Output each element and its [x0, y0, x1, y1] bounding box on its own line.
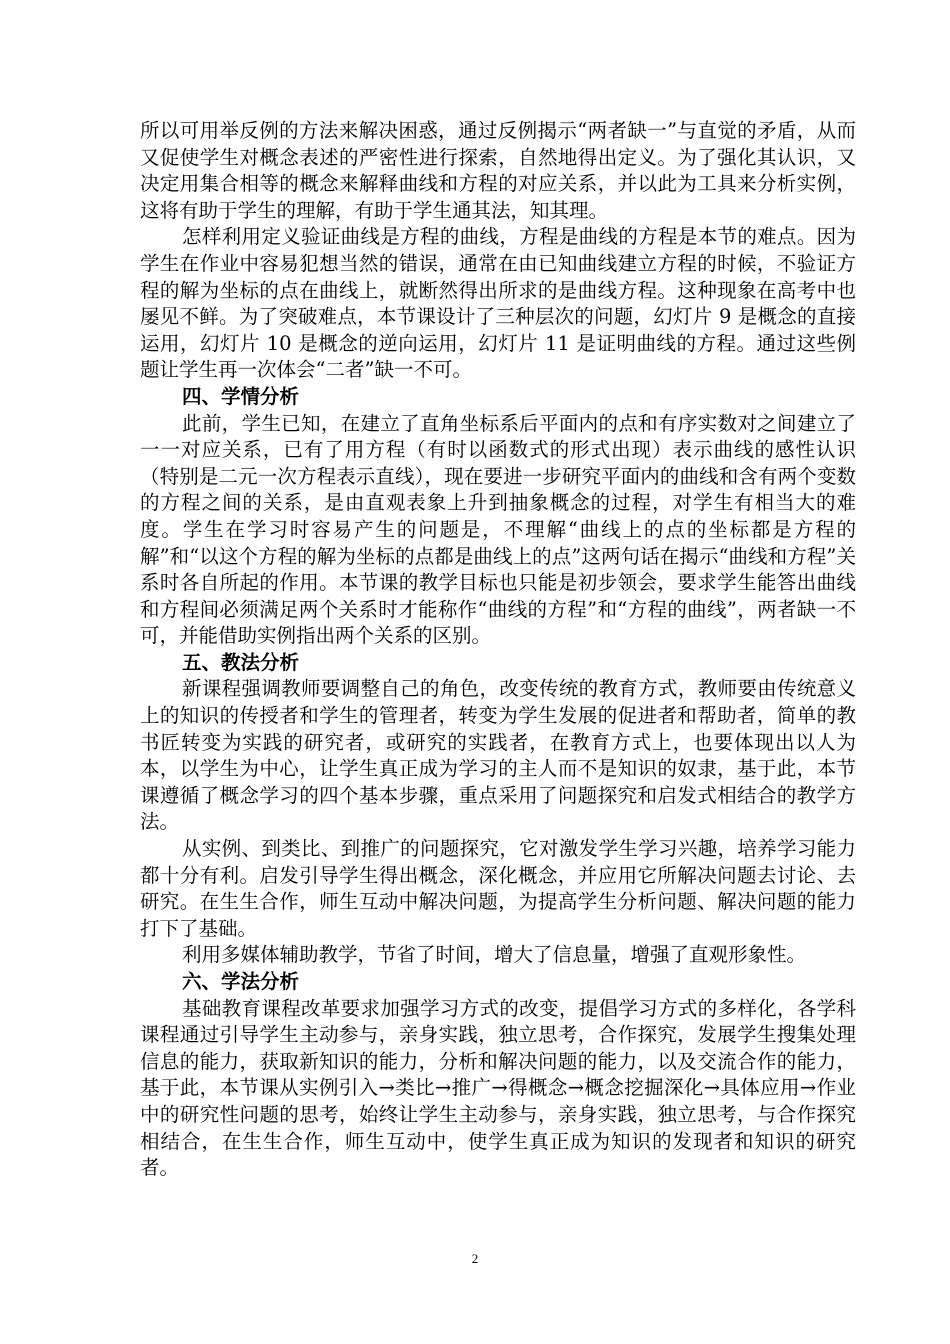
page-number: 2 [471, 1251, 479, 1266]
paragraph-inquiry: 从实例、到类比、到推广的问题探究，它对激发学生学习兴趣，培养学习能力都十分有利。启发引导学生得出概念，深化概念，并应用它所解决问题去讨论、去研究。在生生合作，师生互动中解决问题，为提高学生分析问题、解决问题的能力打下了基础。 [140, 837, 856, 940]
paragraph-continuation: 所以可用举反例的方法来解决困惑，通过反例揭示“两者缺一”与直觉的矛盾，从而又促使学生对概念表述的严密性进行探索，自然地得出定义。为了强化其认识，又决定用集合相等的概念来解释曲线和方程的对应关系，并以此为工具来分析实例，这将有助于学生的理解，有助于学生通其法，知其理。 [140, 119, 856, 222]
paragraph-multimedia: 利用多媒体辅助教学，节省了时间，增大了信息量，增强了直观形象性。 [182, 943, 807, 967]
section-heading-learning-method: 六、学法分析 [182, 970, 300, 993]
section-heading-teaching-method: 五、教法分析 [182, 650, 300, 674]
section-heading-student-analysis: 四、学情分析 [182, 384, 300, 408]
paragraph-difficulty: 怎样利用定义验证曲线是方程的曲线，方程是曲线的方程是本节的难点。因为学生在作业中容易犯想当然的错误，通常在由已知曲线建立方程的时候，不验证方程的解为坐标的点在曲线上，就断然得出所求的是曲线方程。这种现象在高考中也屡见不鲜。为了突破难点，本节课设计了三种层次的问题，幻灯片 9 是概念的直接运用，幻灯片 10 是概念的逆向运用，幻灯片 11 是证明曲线的方程。通过这些例题让学生再一次体会“二者”缺一不可。 [140, 225, 856, 382]
document-body [140, 118, 856, 1182]
paragraph-student-analysis: 此前，学生已知，在建立了直角坐标系后平面内的点和有序实数对之间建立了一一对应关系，已有了用方程（有时以函数式的形式出现）表示曲线的感性认识（特别是二元一次方程表示直线），现在要进一步研究平面内的曲线和含有两个变数的方程之间的关系，是由直观表象上升到抽象概念的过程，对学生有相当大的难度。学生在学习时容易产生的问题是，不理解“曲线上的点的坐标都是方程的解”和“以这个方程的解为坐标的点都是曲线上的点”这两句话在揭示“曲线和方程”关系时各自所起的作用。本节课的教学目标也只能是初步领会，要求学生能答出曲线和方程间必须满足两个关系时才能称作“曲线的方程”和“方程的曲线”，两者缺一不可，并能借助实例指出两个关系的区别。 [140, 411, 856, 648]
paragraph-learning-method: 基础教育课程改革要求加强学习方式的改变，提倡学习方式的多样化，各学科课程通过引导学生主动参与，亲身实践，独立思考，合作探究，发展学生搜集处理信息的能力，获取新知识的能力，分析和解决问题的能力，以及交流合作的能力，基于此，本节课从实例引入→类比→推广→得概念→概念挖掘深化→具体应用→作业中的研究性问题的思考，始终让学生主动参与，亲身实践，独立思考，与合作探究相结合，在生生合作，师生互动中，使学生真正成为知识的发现者和知识的研究者。 [140, 996, 856, 1180]
paragraph-teaching-method: 新课程强调教师要调整自己的角色，改变传统的教育方式，教师要由传统意义上的知识的传授者和学生的管理者，转变为学生发展的促进者和帮助者，简单的教书匠转变为实践的研究者，或研究的实践者，在教育方式上，也要体现出以人为本，以学生为中心，让学生真正成为学习的主人而不是知识的奴隶，基于此，本节课遵循了概念学习的四个基本步骤，重点采用了问题探究和启发式相结合的教学方法。 [140, 677, 856, 834]
